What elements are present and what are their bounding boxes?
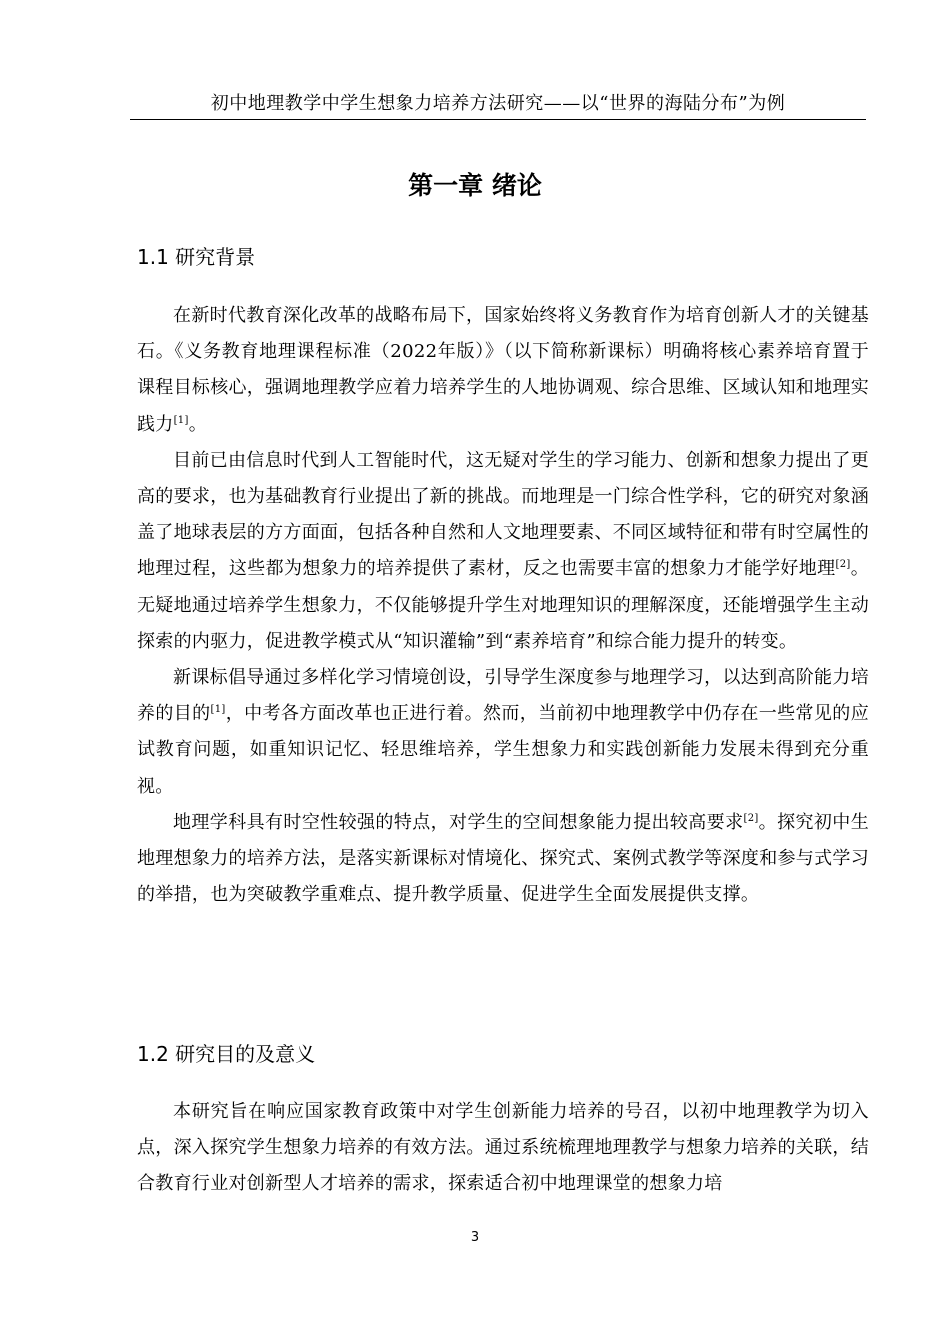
citation: [1] <box>173 414 189 426</box>
header-rule <box>130 119 866 120</box>
paragraph: 本研究旨在响应国家教育政策中对学生创新能力培养的号召，以初中地理教学为切入点，深入探究学生想象力培养的有效方法。通过系统梳理地理教学与想象力培养的关联，结合教育行业对创新型人才培养的需求，探索适合初中地理课堂的想象力培 <box>137 1101 869 1195</box>
paragraph: 新课标倡导通过多样化学习情境创设，引导学生深度参与地理学习，以达到高阶能力培养的目的[1]，中考各方面改革也正进行着。然而，当前初中地理教学中仍存在一些常见的应试教育问题，如重知识记忆、轻思维培养，学生想象力和实践创新能力发展未得到充分重视。 <box>137 667 869 797</box>
citation: [1] <box>210 704 226 716</box>
running-header: 初中地理教学中学生想象力培养方法研究——以“世界的海陆分布”为例 <box>210 93 786 114</box>
citation: [2] <box>835 559 851 571</box>
section-heading-1-1: 1.1 研究背景 <box>137 245 256 269</box>
section-body-1-2 <box>137 1094 869 1203</box>
paragraph: 地理学科具有时空性较强的特点，对学生的空间想象能力提出较高要求[2]。探究初中生地理想象力的培养方法，是落实新课标对情境化、探究式、案例式教学等深度和参与式学习的举措，也为突破教学重难点、提升教学质量、促进学生全面发展提供支撑。 <box>137 811 869 906</box>
chapter-title: 第一章 绪论 <box>408 171 542 200</box>
paragraph: 在新时代教育深化改革的战略布局下，国家始终将义务教育作为培育创新人才的关键基石。《义务教育地理课程标准（2022年版）》（以下简称新课标）明确将核心素养培育置于课程目标核心，强调地理教学应着力培养学生的人地协调观、综合思维、区域认知和地理实践力[1]。 <box>137 305 869 435</box>
paragraph: 目前已由信息时代到人工智能时代，这无疑对学生的学习能力、创新和想象力提出了更高的要求，也为基础教育行业提出了新的挑战。而地理是一门综合性学科，它的研究对象涵盖了地球表层的方方面面，包括各种自然和人文地理要素、不同区域特征和带有时空属性的地理过程，这些都为想象力的培养提供了素材，反之也需要丰富的想象力才能学好地理[2]。无疑地通过培养学生想象力，不仅能够提升学生对地理知识的理解深度，还能增强学生主动探索的内驱力，促进教学模式从“知识灌输”到“素养培育”和综合能力提升的转变。 <box>137 449 869 652</box>
citation: [2] <box>743 812 759 824</box>
page-number: 3 <box>470 1230 480 1245</box>
section-heading-1-2: 1.2 研究目的及意义 <box>137 1042 316 1066</box>
section-body-1-1 <box>137 298 869 913</box>
